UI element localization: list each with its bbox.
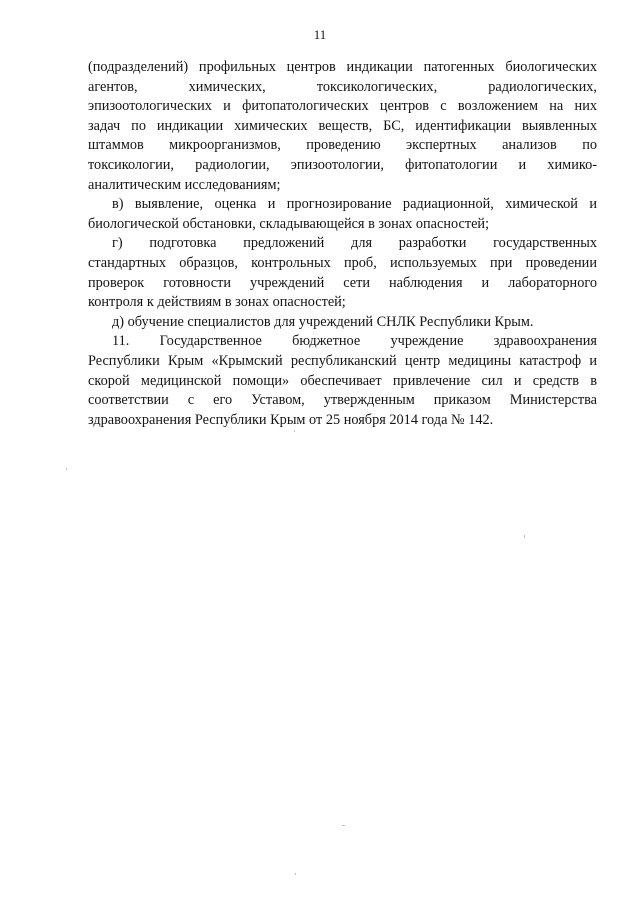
scan-speck — [294, 430, 295, 432]
text-line: токсикологии, радиологии, эпизоотологии, фитопатологии и химико- — [88, 156, 597, 173]
text-line: д) обучение специалистов для учреждений СНЛК Республики Крым. — [112, 313, 534, 330]
page-number: 11 — [313, 27, 327, 42]
scan-speck — [342, 825, 345, 826]
text-line: аналитическим исследованиям; — [88, 176, 281, 193]
scan-speck — [524, 535, 525, 538]
text-line: Республики Крым «Крымский республиканский центр медицины катастроф и — [88, 352, 597, 369]
text-line: биологической обстановки, складывающейся в зонах опасностей; — [88, 215, 490, 232]
scan-speck — [295, 873, 296, 875]
text-line: задач по индикации химических веществ, БС, идентификации выявленных — [88, 117, 597, 134]
scan-speck — [66, 468, 67, 470]
text-line: 11. Государственное бюджетное учреждение здравоохранения — [112, 333, 597, 350]
text-line: (подразделений) профильных центров индикации патогенных биологических — [88, 59, 597, 75]
body-text — [88, 58, 597, 430]
text-line: агентов, химических, токсикологических, радиологических, — [88, 78, 597, 95]
text-line: контроля к действиям в зонах опасностей; — [88, 294, 346, 311]
text-line: эпизоотологических и фитопатологических центров с возложением на них — [88, 98, 597, 115]
text-line: штаммов микроорганизмов, проведению экспертных анализов по — [88, 137, 597, 154]
text-line: в) выявление, оценка и прогнозирование радиационной, химической и — [112, 196, 597, 213]
text-line: скорой медицинской помощи» обеспечивает привлечение сил и средств в — [88, 372, 597, 389]
text-line: г) подготовка предложений для разработки государственных — [112, 235, 597, 252]
text-line: проверок готовности учреждений сети наблюдения и лабораторного — [88, 274, 597, 291]
text-line: стандартных образцов, контрольных проб, используемых при проведении — [88, 254, 597, 271]
text-line: здравоохранения Республики Крым от 25 ноября 2014 года № 142. — [88, 411, 494, 428]
text-line: соответствии с его Уставом, утвержденным приказом Министерства — [88, 392, 597, 409]
